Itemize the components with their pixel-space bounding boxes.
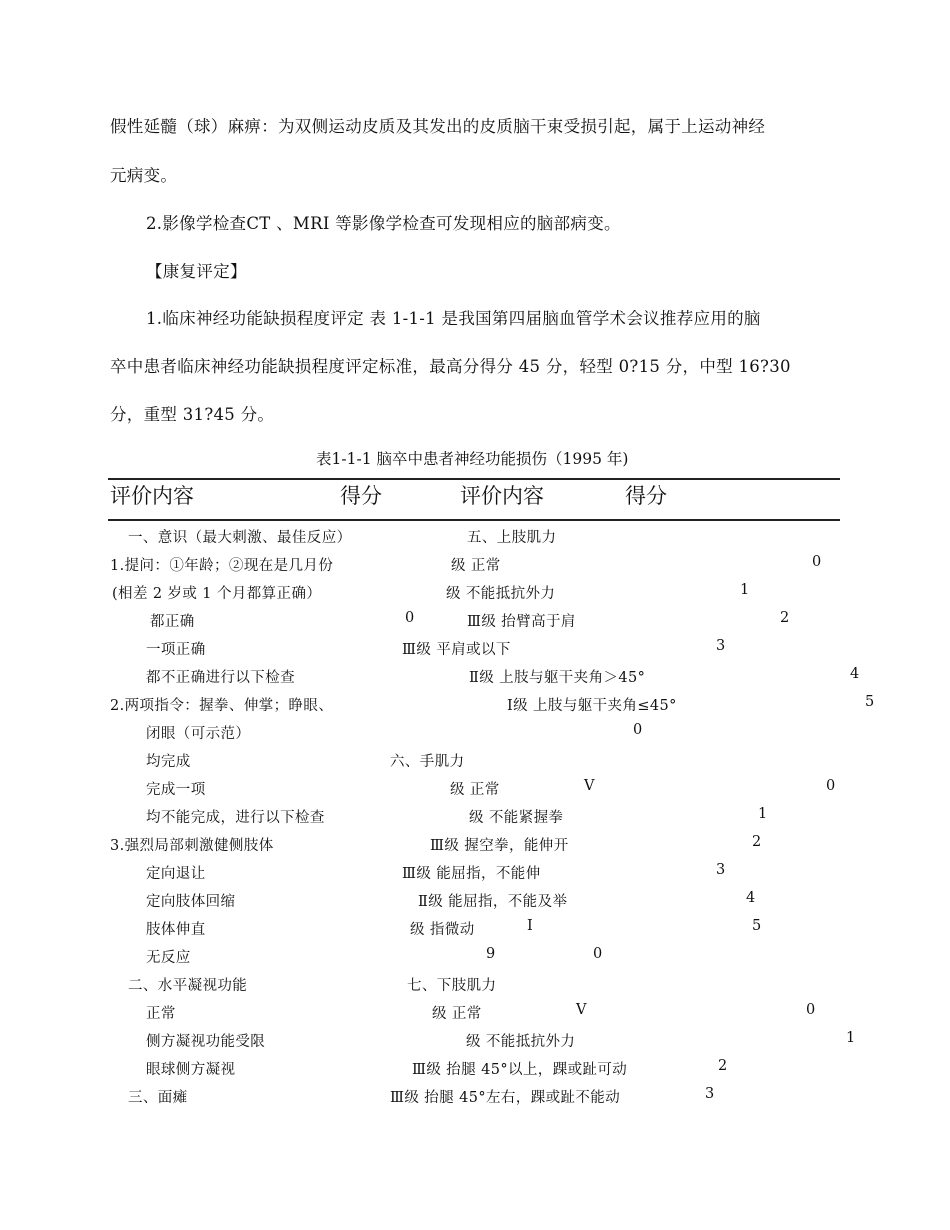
table-cell: 定向退让 (146, 866, 206, 882)
table-cell: 一、意识（最大刺激、最佳反应） (128, 530, 352, 546)
table-header-col-3: 评价内容 (460, 484, 544, 508)
table-cell: V (584, 778, 595, 794)
table-cell: V (576, 1002, 587, 1018)
table-cell: 0 (826, 778, 836, 794)
table-cell: 3 (716, 638, 726, 654)
table-cell: 2 (780, 610, 790, 626)
table-cell: 侧方凝视功能受限 (146, 1034, 266, 1050)
table-cell: 5 (752, 918, 762, 934)
table-cell: 0 (633, 722, 643, 738)
table-caption: 表1-1-1 脑卒中患者神经功能损伤（1995 年) (316, 450, 629, 468)
table-header-col-4: 得分 (625, 484, 667, 508)
table-cell: I (527, 918, 534, 934)
table-cell: 定向肢体回缩 (146, 894, 236, 910)
table-cell: 1 (758, 806, 768, 822)
table-cell: 1 (846, 1030, 856, 1046)
table-cell: Ⅲ级 抬腿 45°左右，踝或趾不能动 (390, 1090, 621, 1106)
table-cell: 4 (746, 890, 756, 906)
table-cell: 级 正常 (432, 1006, 482, 1022)
table-cell: Ⅲ级 平肩或以下 (402, 642, 511, 658)
table-cell: 0 (405, 610, 415, 626)
table-cell: 级 不能抵抗外力 (446, 586, 556, 602)
table-cell: 4 (850, 666, 860, 682)
table-cell: 六、手肌力 (390, 754, 465, 770)
table-cell: 级 不能紧握拳 (469, 810, 564, 826)
table-cell: 三、面瘫 (128, 1090, 188, 1106)
table-cell: 级 正常 (451, 558, 501, 574)
table-cell: 级 不能抵抗外力 (466, 1034, 576, 1050)
table-cell: 0 (593, 946, 603, 962)
paragraph-3-line-1: 1.临床神经功能缺损程度评定 表 1-1-1 是我国第四届脑血管学术会议推荐应用的脑 (146, 309, 761, 328)
table-header-col-1: 评价内容 (110, 484, 194, 508)
table-cell: 3 (705, 1086, 715, 1102)
table-cell: 1 (740, 582, 750, 598)
table-cell: 均完成 (146, 754, 191, 770)
table-cell: 完成一项 (146, 782, 206, 798)
paragraph-3-line-3: 分，重型 31?45 分。 (110, 405, 275, 424)
table-cell: 级 正常 (450, 782, 500, 798)
table-cell: 七、下肢肌力 (407, 978, 497, 994)
table-cell: 眼球侧方凝视 (146, 1062, 236, 1078)
table-cell: Ⅲ级 握空拳，能伸开 (430, 838, 569, 854)
table-cell: 正常 (146, 1006, 176, 1022)
table-cell: 肢体伸直 (146, 922, 206, 938)
table-cell: 0 (812, 554, 822, 570)
table-cell: 5 (865, 694, 875, 710)
table-cell: 9 (486, 946, 496, 962)
table-cell: Ⅲ级 抬臂高于肩 (467, 614, 576, 630)
table-cell: 3 (716, 862, 726, 878)
paragraph-1-line-2: 元病变。 (110, 166, 178, 185)
table-cell: 2.两项指令：握拳、伸掌；睁眼、 (110, 698, 334, 714)
table-cell: Ⅱ级 上肢与躯干夹角＞45° (469, 670, 646, 686)
table-cell: 无反应 (146, 950, 191, 966)
table-header-col-2: 得分 (340, 484, 382, 508)
table-cell: 二、水平凝视功能 (128, 978, 248, 994)
table-cell: 都正确 (150, 614, 195, 630)
table-cell: 3.强烈局部刺激健侧肢体 (110, 838, 274, 854)
table-header-rule (108, 519, 840, 521)
table-cell: 闭眼（可示范） (146, 726, 251, 742)
table-cell: Ⅰ级 上肢与躯干夹角≤45° (507, 698, 677, 714)
paragraph-2: 2.影像学检查CT 、MRI 等影像学检查可发现相应的脑部病变。 (146, 214, 621, 233)
table-cell: 2 (752, 834, 762, 850)
table-cell: 都不正确进行以下检查 (146, 670, 295, 686)
section-heading: 【康复评定】 (146, 262, 247, 281)
table-cell: (相差 2 岁或 1 个月都算正确） (112, 586, 322, 602)
table-cell: 2 (718, 1058, 728, 1074)
table-cell: Ⅲ级 能屈指，不能伸 (402, 866, 541, 882)
table-cell: 五、上肢肌力 (467, 530, 557, 546)
table-cell: 一项正确 (146, 642, 206, 658)
table-cell: Ⅲ级 抬腿 45°以上，踝或趾可动 (412, 1062, 628, 1078)
table-cell: 均不能完成，进行以下检查 (146, 810, 325, 826)
paragraph-3-line-2: 卒中患者临床神经功能缺损程度评定标准，最高分得分 45 分，轻型 0?15 分，中型 16?30 (110, 357, 791, 376)
table-cell: Ⅱ级 能屈指，不能及举 (418, 894, 568, 910)
paragraph-1-line-1: 假性延髓（球）麻痹：为双侧运动皮质及其发出的皮质脑干束受损引起，属于上运动神经 (110, 117, 766, 136)
table-cell: 级 指微动 (410, 922, 475, 938)
table-cell: 1.提问：①年龄；②现在是几月份 (110, 558, 334, 574)
table-cell: 0 (806, 1002, 816, 1018)
